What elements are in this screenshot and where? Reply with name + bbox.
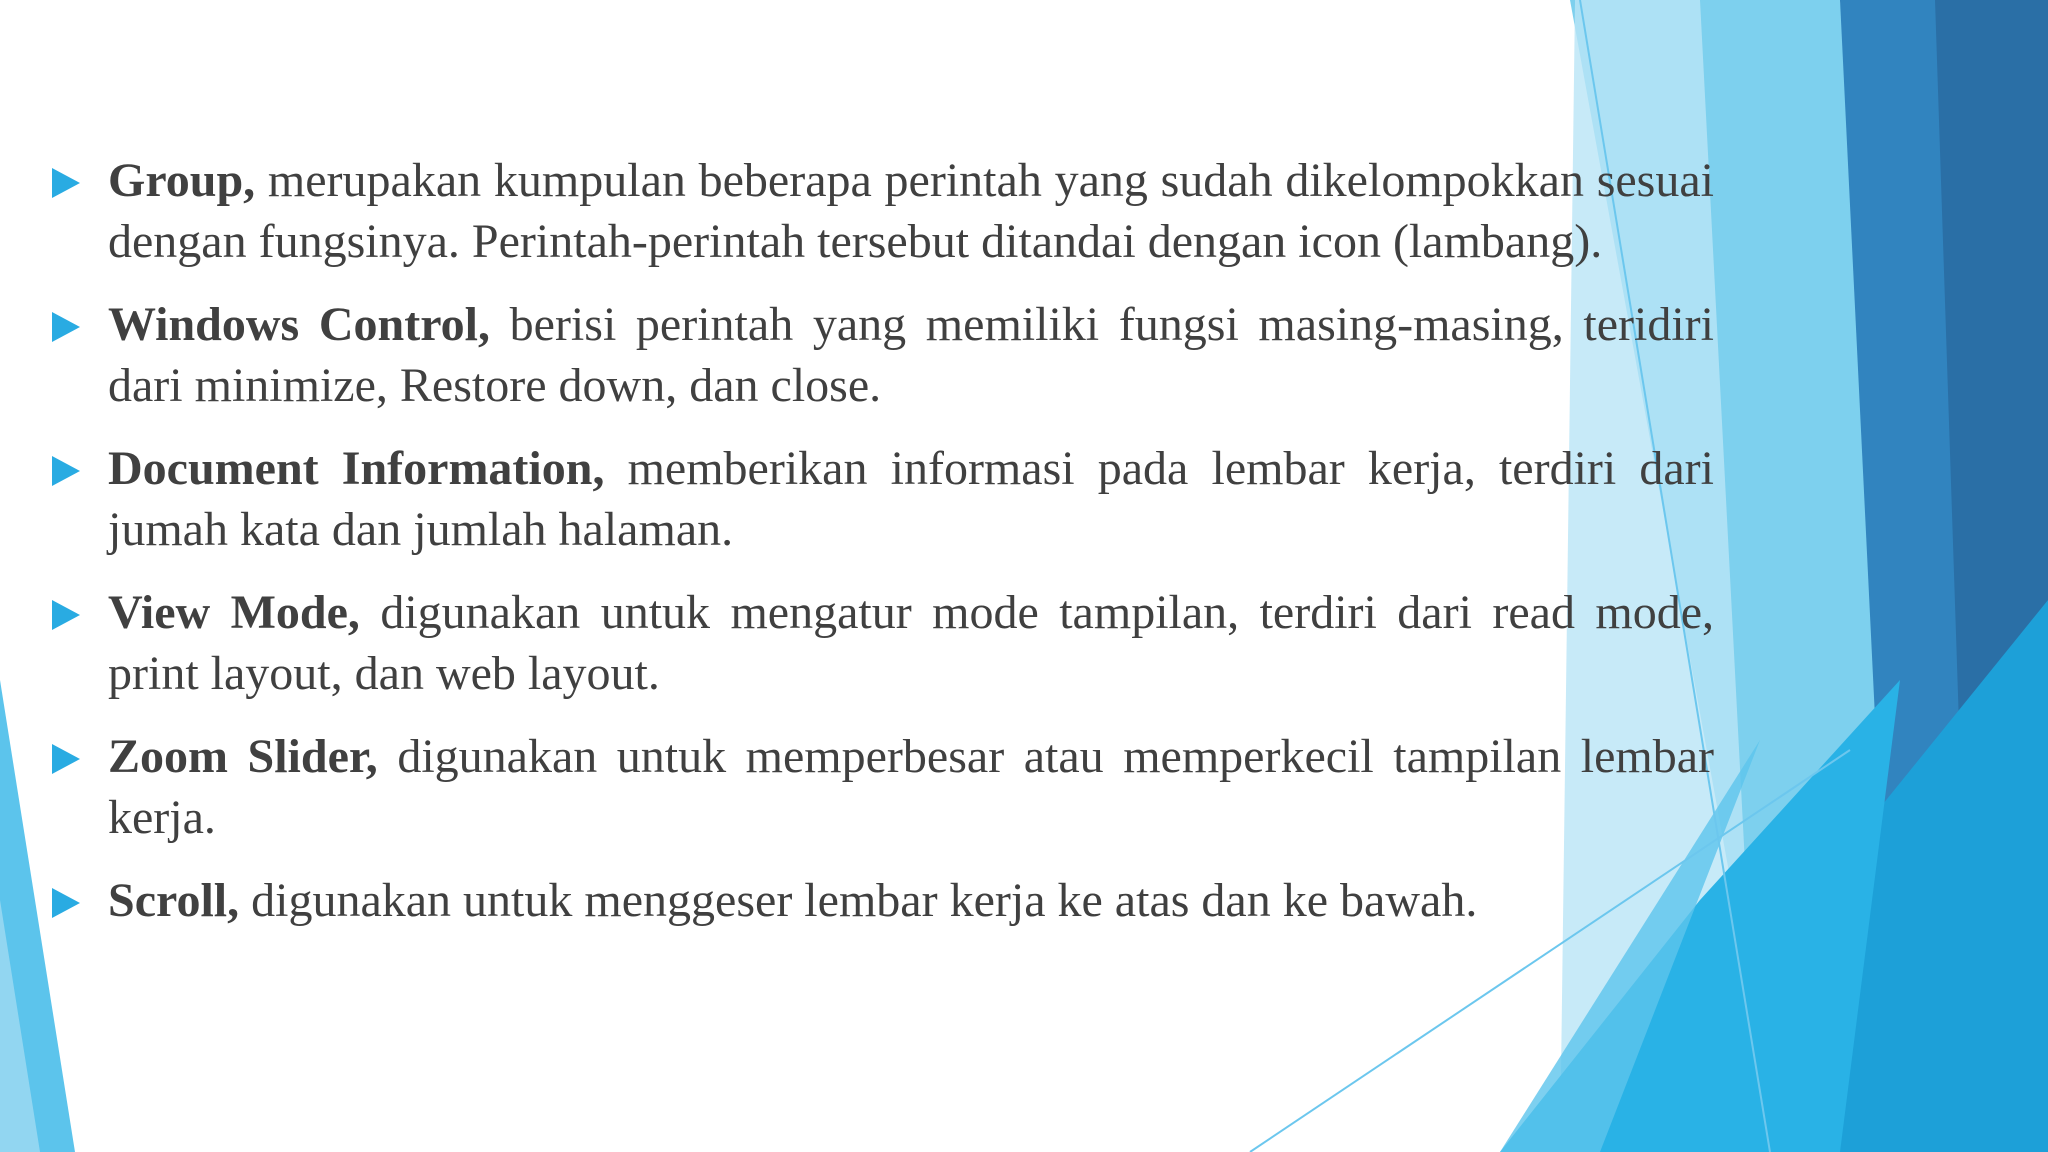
- bullet-description: merupakan kumpulan beberapa perintah yang sudah dikelompokkan sesuai dengan fungsinya. Perintah-perintah tersebut ditandai dengan icon (lambang).: [108, 154, 1714, 268]
- bullet-description: berisi perintah yang memiliki fungsi masing-masing, teridiri dari minimize, Restore down, dan close.: [108, 298, 1714, 412]
- list-item: [48, 438, 1714, 560]
- bullet-term: Group,: [108, 154, 256, 207]
- triangle-bullet-icon: [52, 456, 80, 486]
- list-item: [48, 294, 1714, 416]
- triangle-bullet-icon: [52, 744, 80, 774]
- triangle-bullet-icon: [52, 600, 80, 630]
- bullet-description: digunakan untuk memperbesar atau memperkecil tampilan lembar kerja.: [108, 730, 1715, 844]
- bullet-term: Document Information,: [108, 442, 605, 495]
- list-item: [48, 870, 1714, 931]
- triangle-bullet-icon: [52, 168, 80, 198]
- list-item: [48, 582, 1714, 704]
- bullet-term: View Mode,: [108, 586, 360, 639]
- list-item: [48, 726, 1714, 848]
- bullet-description: digunakan untuk mengatur mode tampilan, terdiri dari read mode, print layout, dan web layout.: [108, 586, 1714, 700]
- bullet-description: digunakan untuk menggeser lembar kerja ke atas dan ke bawah.: [239, 874, 1478, 927]
- bullet-list: [48, 150, 1714, 953]
- bullet-description: memberikan informasi pada lembar kerja, terdiri dari jumah kata dan jumlah halaman.: [108, 442, 1714, 556]
- bullet-term: Windows Control,: [108, 298, 490, 351]
- bullet-term: Zoom Slider,: [108, 730, 378, 783]
- triangle-bullet-icon: [52, 312, 80, 342]
- list-item: [48, 150, 1714, 272]
- bullet-term: Scroll,: [108, 874, 240, 927]
- triangle-bullet-icon: [52, 888, 80, 918]
